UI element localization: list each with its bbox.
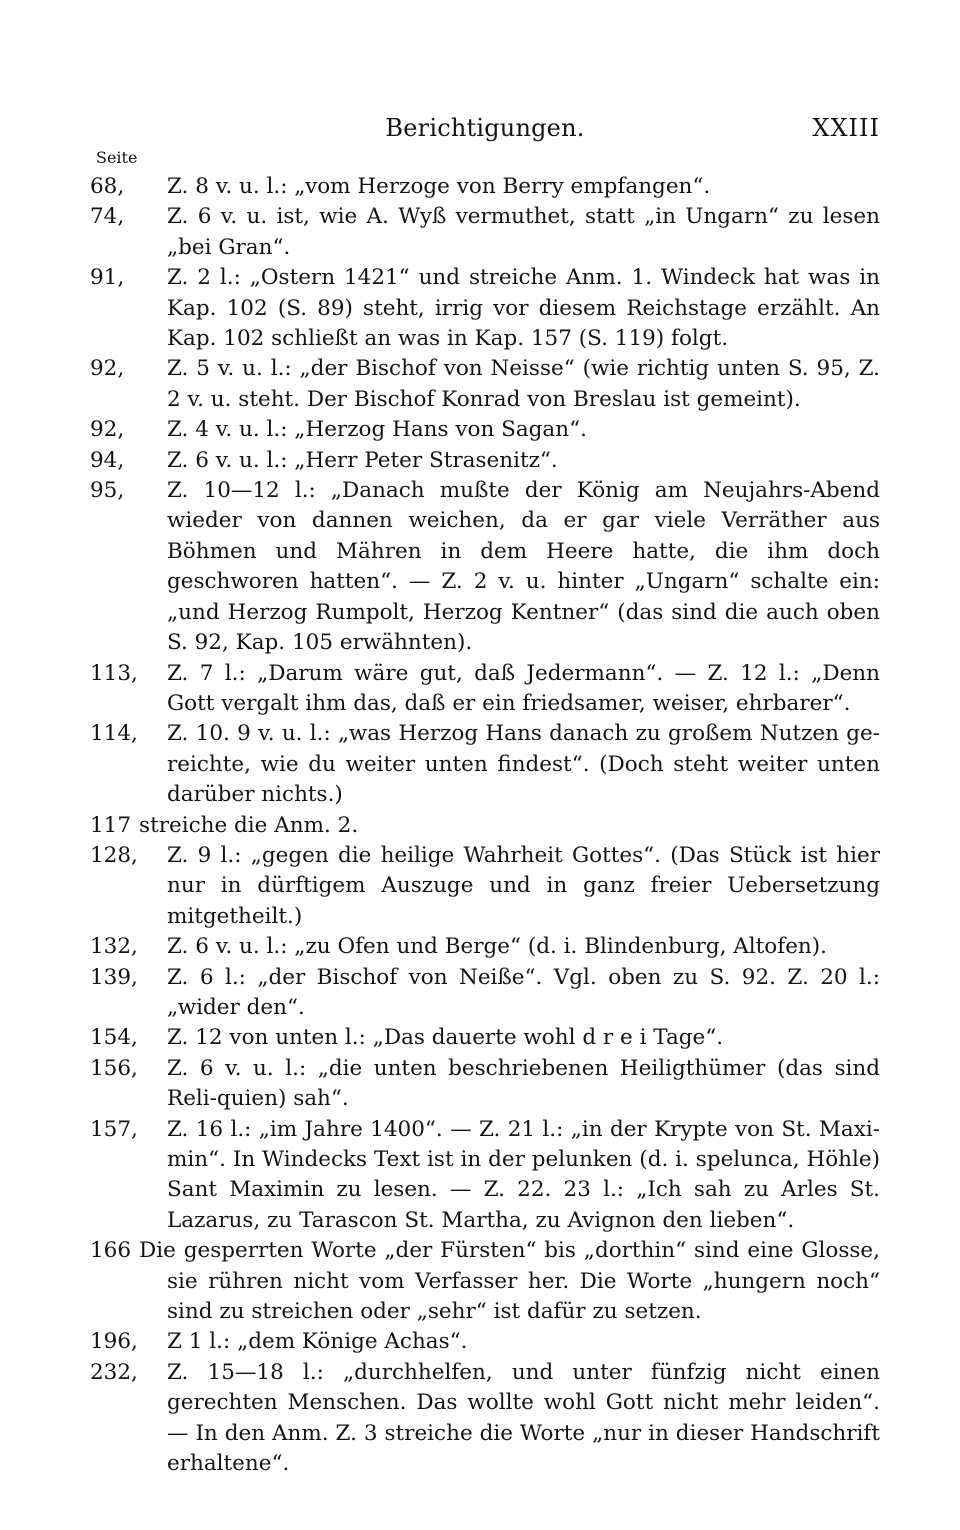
- correction-entry: [90, 963, 880, 1024]
- correction-text: Z. 6 l.: „der Bischof von Neiße“. Vgl. oben zu S. 92. Z. 20 l.: „wider den“.: [167, 964, 880, 1020]
- correction-text: Z. 16 l.: „im Jahre 1400“. — Z. 21 l.: „in der Krypte von St. Maxi-min“. In Windecks Text ist in der pelunken (d. i. spelunca, Höhle) Sant Maximin zu lesen. — Z. 22. 23 l.: „Ich sah zu Arles St. Lazarus, zu Tarascon St. Martha, zu Avignon den lieben“.: [167, 1116, 880, 1233]
- page-reference: 196,: [90, 1329, 138, 1355]
- page-reference: 139,: [90, 964, 138, 990]
- page-reference: 154,: [90, 1025, 138, 1051]
- correction-entry: [90, 1358, 880, 1480]
- page-header: [90, 112, 880, 152]
- correction-entry: [90, 659, 880, 720]
- seite-label: Seite: [96, 148, 138, 167]
- correction-text: Z. 15—18 l.: „durchhelfen, und unter fünfzig nicht einen gerechten Menschen. Das wollte wohl Gott nicht mehr leiden“. — In den Anm. Z. 3 streiche die Worte „nur in dieser Handschrift erhaltene“.: [167, 1359, 880, 1477]
- correction-text: Z. 10. 9 v. u. l.: „was Herzog Hans danach zu großem Nutzen ge-reichte, wie du weiter unten findest“. (Doch steht weiter unten darüber nichts.): [167, 721, 880, 808]
- correction-text: Z. 6 v. u. l.: „die unten beschriebenen Heiligthümer (das sind Reli-quien) sah“.: [167, 1055, 880, 1112]
- page-reference: 157,: [90, 1116, 138, 1142]
- correction-text: Z. 5 v. u. l.: „der Bischof von Neisse“ (wie richtig unten S. 95, Z. 2 v. u. steht. Der Bischof Konrad von Breslau ist gemeint).: [167, 356, 880, 412]
- correction-text: streiche die Anm. 2.: [139, 812, 359, 838]
- page-number: XXIII: [812, 114, 880, 142]
- correction-text: Z. 6 v. u. ist, wie A. Wyß vermuthet, statt „in Ungarn“ zu lesen „bei Gran“.: [167, 204, 880, 260]
- correction-entry: [90, 263, 880, 354]
- correction-entry: [90, 446, 880, 476]
- page-reference: 68,: [90, 174, 125, 199]
- correction-entry: [90, 841, 880, 932]
- correction-text: Z. 8 v. u. l.: „vom Herzoge von Berry empfangen“.: [167, 174, 711, 199]
- page-reference: 114,: [90, 721, 138, 747]
- correction-text: Z. 12 von unten l.: „Das dauerte wohl d r e i Tage“.: [167, 1025, 724, 1051]
- page-reference: 117: [90, 812, 132, 838]
- correction-text: Z. 7 l.: „Darum wäre gut, daß Jedermann“. — Z. 12 l.: „Denn Gott vergalt ihm das, daß er ein friedsamer, weiser, ehrbarer“.: [167, 660, 880, 716]
- page-reference: 232,: [90, 1359, 138, 1385]
- page-reference: 74,: [90, 204, 125, 230]
- correction-text: Z. 6 v. u. l.: „zu Ofen und Berge“ (d. i. Blindenburg, Altofen).: [167, 934, 828, 960]
- correction-entry: [90, 354, 880, 415]
- correction-entry: [90, 1236, 880, 1327]
- corrections-list: [90, 172, 880, 1479]
- page-reference: 94,: [90, 447, 125, 473]
- correction-text: Z. 9 l.: „gegen die heilige Wahrheit Gottes“. (Das Stück ist hier nur in dürftigem Auszuge und in ganz freier Uebersetzung mitgetheilt.): [167, 842, 880, 929]
- page-reference: 92,: [90, 356, 125, 382]
- correction-text: Z. 10—12 l.: „Danach mußte der König am Neujahrs-Abend wieder von dannen weichen, da er gar viele Verräther aus Böhmen und Mähren in dem Heere hatte, die ihm doch geschworen hatten“. — Z. 2 v. u. hinter „Ungarn“ schalte ein: „und Herzog Rumpolt, Herzog Kentner“ (das sind die auch oben S. 92, Kap. 105 erwähnten).: [167, 478, 880, 656]
- correction-entry: [90, 1054, 880, 1115]
- correction-text: Z. 6 v. u. l.: „Herr Peter Strasenitz“.: [167, 447, 558, 473]
- correction-entry: [90, 719, 880, 810]
- correction-entry: [90, 172, 880, 202]
- page-reference: 92,: [90, 417, 125, 443]
- page-reference: 91,: [90, 265, 125, 291]
- correction-entry: [90, 415, 880, 445]
- correction-entry: [90, 476, 880, 658]
- correction-text: Z. 4 v. u. l.: „Herzog Hans von Sagan“.: [167, 417, 587, 443]
- correction-entry: [90, 202, 880, 263]
- correction-text: Die gesperrten Worte „der Fürsten“ bis „dorthin“ sind eine Glosse, sie rühren nicht vom Verfasser her. Die Worte „hungern noch“ sind zu streichen oder „sehr“ ist dafür zu setzen.: [139, 1238, 880, 1325]
- correction-entry: [90, 1327, 880, 1357]
- page-reference: 132,: [90, 934, 138, 960]
- correction-text: Z 1 l.: „dem Könige Achas“.: [167, 1329, 468, 1355]
- page-reference: 95,: [90, 478, 125, 504]
- correction-entry: [90, 1115, 880, 1237]
- correction-entry: [90, 932, 880, 962]
- correction-entry: [90, 1023, 880, 1053]
- page-reference: 113,: [90, 660, 138, 686]
- page-reference: 166: [90, 1238, 132, 1264]
- correction-text: Z. 2 l.: „Ostern 1421“ und streiche Anm. 1. Windeck hat was in Kap. 102 (S. 89) steht, irrig vor diesem Reichstage erzählt. An Kap. 102 schließt an was in Kap. 157 (S. 119) folgt.: [167, 265, 880, 352]
- page-reference: 128,: [90, 842, 138, 868]
- page-title: Berichtigungen.: [385, 114, 585, 142]
- correction-entry: [90, 811, 880, 841]
- page-reference: 156,: [90, 1055, 138, 1081]
